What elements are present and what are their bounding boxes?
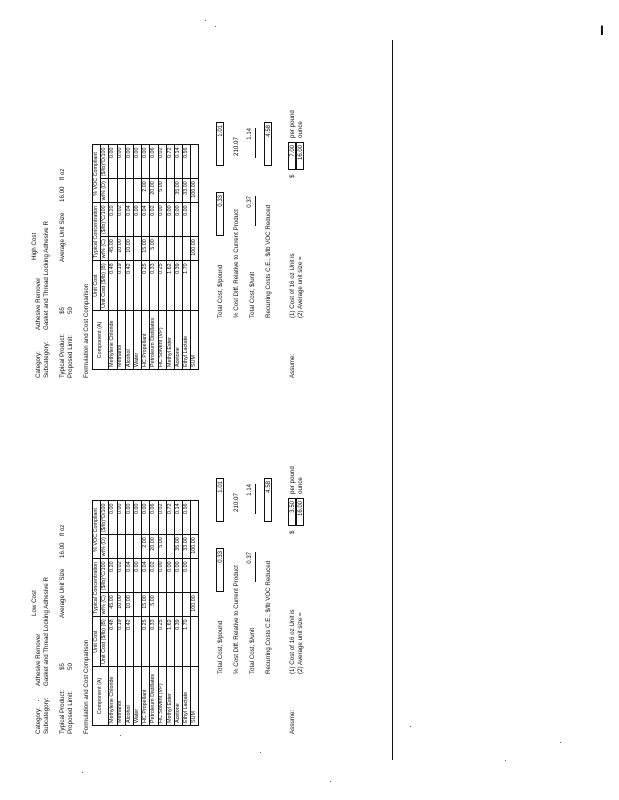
low-cost-panel (30, 404, 570, 734)
row-wt-c: 15.00 (142, 237, 150, 261)
row-component: Methylene Chloride (109, 311, 117, 370)
row-wt-d (109, 535, 117, 559)
row-cost-d: 0.00 (125, 145, 133, 179)
note-2-unit: ounce (297, 477, 304, 494)
row-unit-cost: 0.42 (125, 617, 133, 667)
avg-unit-unit: fl oz (59, 524, 66, 536)
row-unit-cost: 0.33 (150, 617, 158, 667)
sum-c: 100.00 (191, 593, 199, 617)
table-row (158, 501, 166, 726)
row-wt-d (125, 179, 133, 203)
row-cost-d: 0.00 (125, 501, 133, 535)
row-wt-d (109, 179, 117, 203)
row-component: Methanol (117, 311, 125, 370)
recurring-box: 4.58 (264, 478, 272, 522)
row-cost-c: 0.00 (133, 203, 141, 237)
sum-d: 100.00 (191, 179, 199, 203)
formulation-table (92, 500, 199, 726)
avg-unit-label: Average Unit Size (59, 212, 66, 262)
row-wt-d (166, 179, 174, 203)
row-wt-d: 2.00 (142, 179, 150, 203)
row-wt-d (166, 535, 174, 559)
pct-cost-value: 210.07 (233, 137, 240, 156)
col-unit-cost-b: Unit Cost ($/lb) (B) (101, 261, 109, 311)
row-cost-d: 0.14 (174, 145, 182, 179)
row-component: HC Solvent (VP) (158, 311, 166, 370)
table-row (150, 501, 158, 726)
row-wt-c (133, 593, 141, 617)
category-label: Category: (35, 351, 42, 378)
avg-unit-value: 16.00 (59, 186, 66, 202)
table-row (133, 501, 141, 726)
avg-unit-unit: fl oz (59, 168, 66, 180)
row-cost-d: 0.00 (142, 145, 150, 179)
col-wt-c: wt% (C) (101, 593, 109, 617)
row-wt-c (174, 237, 182, 261)
row-cost-d: 0.56 (183, 145, 191, 179)
row-cost-c: 0.00 (183, 203, 191, 237)
row-unit-cost: 0.42 (125, 261, 133, 311)
row-cost-c: 0.00 (158, 559, 166, 593)
total-cost-unit-value: 0.37 (247, 196, 256, 226)
row-cost-d: 0.02 (158, 501, 166, 535)
row-cost-d: 0.00 (133, 501, 141, 535)
row-cost-d: 0.00 (117, 145, 125, 179)
table-row (166, 501, 174, 726)
row-cost-c: 0.04 (142, 559, 150, 593)
row-component: Methanol (117, 667, 125, 726)
col-wt-d: wt% (D) (101, 535, 109, 559)
category-value: Adhesive Remover (35, 277, 42, 330)
section-label: Formulation and Cost Comparison (83, 639, 90, 734)
row-component: Methyl Ester (166, 311, 174, 370)
row-wt-c (174, 593, 182, 617)
note-1: (1) Cost of 16 oz Unit is (289, 609, 296, 674)
typical-product-value: $5 (59, 307, 66, 314)
row-wt-d: 35.00 (174, 179, 182, 203)
table-row (125, 501, 133, 726)
row-cost-c: 0.00 (183, 559, 191, 593)
row-cost-c: 0.04 (142, 203, 150, 237)
table-row (158, 145, 166, 370)
note-2: (2) Average unit size = (297, 256, 304, 318)
table-row (117, 501, 125, 726)
note-2-unit: ounce (297, 121, 304, 138)
row-wt-d (133, 535, 141, 559)
row-cost-d: 0.00 (109, 145, 117, 179)
row-wt-d (133, 179, 141, 203)
formulation-table (92, 144, 199, 370)
row-unit-cost: 1.62 (166, 261, 174, 311)
note-1-value: 7.00 (288, 142, 296, 170)
proposed-limit-value: 50 (67, 307, 74, 314)
col-unit-cost: Unit Cost (93, 261, 101, 311)
row-cost-d: 0.14 (174, 501, 182, 535)
recurring-box: 4.58 (264, 122, 272, 166)
row-cost-d: 0.06 (150, 145, 158, 179)
table-row (109, 501, 117, 726)
row-wt-c (133, 237, 141, 261)
row-wt-c (158, 237, 166, 261)
row-wt-c (183, 237, 191, 261)
row-wt-c (166, 237, 174, 261)
row-wt-c: 45.00 (109, 237, 117, 261)
row-component: Ethyl Lactate (183, 311, 191, 370)
row-unit-cost: 0.48 (109, 261, 117, 311)
row-wt-d (125, 535, 133, 559)
row-unit-cost: 0.19 (117, 261, 125, 311)
row-wt-c: 10.00 (125, 593, 133, 617)
row-component: HC Solvent (VP) (158, 667, 166, 726)
row-wt-c: 10.00 (117, 593, 125, 617)
row-cost-c: 0.04 (125, 203, 133, 237)
row-wt-c: 45.00 (109, 593, 117, 617)
total-cost-lb-box: 0.33 (216, 192, 224, 236)
row-cost-c: 0.00 (174, 203, 182, 237)
row-component: Methylene Chloride (109, 667, 117, 726)
row-wt-d: 20.00 (150, 535, 158, 559)
row-unit-cost: 0.48 (109, 617, 117, 667)
row-cost-d: 0.72 (166, 145, 174, 179)
row-unit-cost: 0.39 (174, 261, 182, 311)
row-cost-c: 0.04 (125, 559, 133, 593)
col-typical: Typical Concentration (93, 559, 101, 617)
row-cost-d: 0.00 (133, 145, 141, 179)
col-unit-cost: Unit Cost (93, 617, 101, 667)
table-row (166, 145, 174, 370)
col-unit-cost-b: Unit Cost ($/lb) (B) (101, 617, 109, 667)
avg-unit-label: Average Unit Size (59, 568, 66, 618)
row-unit-cost: 0.25 (142, 261, 150, 311)
row-unit-cost: 1.70 (183, 261, 191, 311)
col-component: Component (A) (93, 667, 109, 726)
note-1-unit: per pound (289, 110, 296, 138)
col-cost-d: ($/lb)*D/100 (101, 501, 109, 535)
row-cost-c: 0.02 (150, 203, 158, 237)
subcategory-label: Subcategory: (43, 341, 50, 378)
row-component: Alcohol (125, 667, 133, 726)
row-wt-c (158, 593, 166, 617)
row-cost-d: 0.06 (150, 501, 158, 535)
col-component: Component (A) (93, 311, 109, 370)
row-component: HC Propellant (142, 311, 150, 370)
total-cost-unit-label: Total Cost, $/unit (249, 271, 256, 318)
row-wt-d: 5.00 (158, 179, 166, 203)
row-cost-c: 0.00 (166, 203, 174, 237)
row-cost-c: 0.00 (133, 559, 141, 593)
row-component: Acetone (174, 667, 182, 726)
note-2-value: 16.00 (296, 498, 304, 526)
row-wt-d (117, 179, 125, 203)
row-unit-cost (133, 617, 141, 667)
row-component: Water (133, 667, 141, 726)
row-component: Ethyl Lactate (183, 667, 191, 726)
avg-unit-value: 16.00 (59, 542, 66, 558)
row-wt-c (166, 593, 174, 617)
row-wt-c: 5.00 (150, 593, 158, 617)
col-vocc: % VOC Compliant (93, 501, 101, 559)
high-cost-panel (30, 48, 570, 378)
proposed-limit-label: Proposed Limit: (67, 691, 74, 734)
row-cost-d: 0.02 (158, 145, 166, 179)
row-wt-d: 2.00 (142, 535, 150, 559)
assume-label: Assume: (289, 353, 296, 378)
row-cost-c: 0.20 (109, 559, 117, 593)
row-wt-d: 35.00 (174, 535, 182, 559)
note-1-unit: per pound (289, 466, 296, 494)
table-row (142, 145, 150, 370)
row-cost-c: 0.00 (166, 559, 174, 593)
row-unit-cost: 0.39 (174, 617, 182, 667)
total-cost-unit-d-value: 1.14 (247, 128, 256, 158)
note-2-value: 16.00 (296, 142, 304, 170)
note-currency: $ (289, 530, 296, 534)
row-component: Alcohol (125, 311, 133, 370)
row-wt-c: 10.00 (117, 237, 125, 261)
total-cost-lb-label: Total Cost, $/pound (217, 264, 224, 318)
row-wt-d: 5.00 (158, 535, 166, 559)
row-unit-cost: 1.62 (166, 617, 174, 667)
cost-case-title: Low Cost (31, 590, 38, 616)
row-unit-cost: 1.70 (183, 617, 191, 667)
pct-cost-label: % Cost Diff. Relative to Current Product (233, 565, 240, 674)
row-wt-c: 15.00 (142, 593, 150, 617)
row-unit-cost: 0.33 (150, 261, 158, 311)
subcategory-label: Subcategory: (43, 697, 50, 734)
table-row (174, 501, 182, 726)
col-cost-c: ($/lb)*C/100 (101, 203, 109, 237)
row-unit-cost: 0.25 (158, 617, 166, 667)
category-value: Adhesive Remover (35, 633, 42, 686)
row-wt-d: 33.00 (183, 179, 191, 203)
table-row (183, 501, 191, 726)
assume-label: Assume: (289, 709, 296, 734)
row-unit-cost: 0.25 (158, 261, 166, 311)
subcategory-value: Gasket and Thread Locking Adhesive R (43, 221, 50, 330)
pct-cost-value: 210.07 (233, 493, 240, 512)
row-component: Water (133, 311, 141, 370)
typical-product-value: $5 (59, 663, 66, 670)
table-row (183, 145, 191, 370)
typical-product-label: Typical Product: (59, 333, 66, 378)
row-component: Petroleum Distillates (150, 311, 158, 370)
table-row (142, 501, 150, 726)
corner-mark: I (600, 22, 604, 38)
row-cost-d: 0.00 (117, 501, 125, 535)
row-cost-c: 0.02 (150, 559, 158, 593)
rotated-content (30, 40, 570, 760)
table-row (174, 145, 182, 370)
row-unit-cost (133, 261, 141, 311)
row-cost-d: 0.00 (142, 501, 150, 535)
row-cost-d: 0.56 (183, 501, 191, 535)
row-cost-c: 0.02 (117, 559, 125, 593)
recurring-label: Recurring Costs C.E., $/lb VOC Reduced (265, 204, 272, 318)
row-cost-c: 0.02 (117, 203, 125, 237)
col-wt-d: wt% (D) (101, 179, 109, 203)
row-wt-c: 10.00 (125, 237, 133, 261)
row-cost-d: 0.00 (109, 501, 117, 535)
row-cost-c: 0.00 (174, 559, 182, 593)
total-cost-lb-d-box: 1.01 (216, 122, 224, 166)
row-cost-c: 0.20 (109, 203, 117, 237)
table-row (125, 145, 133, 370)
total-cost-lb-d-box: 1.01 (216, 478, 224, 522)
table-row (150, 145, 158, 370)
table-row (117, 145, 125, 370)
section-label: Formulation and Cost Comparison (83, 283, 90, 378)
row-wt-c: 5.00 (150, 237, 158, 261)
row-wt-d: 33.00 (183, 535, 191, 559)
proposed-limit-value: 50 (67, 663, 74, 670)
row-component: Methyl Ester (166, 667, 174, 726)
row-cost-d: 0.72 (166, 501, 174, 535)
col-typical: Typical Concentration (93, 203, 101, 261)
total-cost-unit-label: Total Cost, $/unit (249, 627, 256, 674)
typical-product-label: Typical Product: (59, 689, 66, 734)
recurring-label: Recurring Costs C.E., $/lb VOC Reduced (265, 560, 272, 674)
note-currency: $ (289, 174, 296, 178)
row-wt-d: 20.00 (150, 179, 158, 203)
category-label: Category: (35, 707, 42, 734)
col-vocc: % VOC Compliant (93, 145, 101, 203)
row-component: Petroleum Distillates (150, 667, 158, 726)
sum-d: 100.00 (191, 535, 199, 559)
row-component: Acetone (174, 311, 182, 370)
subcategory-value: Gasket and Thread Locking Adhesive R (43, 577, 50, 686)
pct-cost-label: % Cost Diff. Relative to Current Product (233, 209, 240, 318)
col-wt-c: wt% (C) (101, 237, 109, 261)
note-1: (1) Cost of 16 oz Unit is (289, 253, 296, 318)
note-1-value: 3.50 (288, 498, 296, 526)
total-cost-lb-label: Total Cost, $/pound (217, 620, 224, 674)
row-unit-cost: 0.25 (142, 617, 150, 667)
row-wt-c (183, 593, 191, 617)
col-cost-d: ($/lb)*D/100 (101, 145, 109, 179)
table-row (133, 145, 141, 370)
row-wt-d (117, 535, 125, 559)
cost-case-title: High Cost (31, 232, 38, 260)
row-component: HC Propellant (142, 667, 150, 726)
proposed-limit-label: Proposed Limit: (67, 335, 74, 378)
sum-c: 100.00 (191, 237, 199, 261)
col-cost-c: ($/lb)*C/100 (101, 559, 109, 593)
table-row (109, 145, 117, 370)
total-cost-lb-box: 0.33 (216, 548, 224, 592)
row-cost-c: 0.00 (158, 203, 166, 237)
sum-label: SUM (191, 667, 199, 726)
sum-label: SUM (191, 311, 199, 370)
total-cost-unit-value: 0.37 (247, 552, 256, 582)
total-cost-unit-d-value: 1.14 (247, 484, 256, 514)
row-unit-cost: 0.19 (117, 617, 125, 667)
note-2: (2) Average unit size = (297, 612, 304, 674)
